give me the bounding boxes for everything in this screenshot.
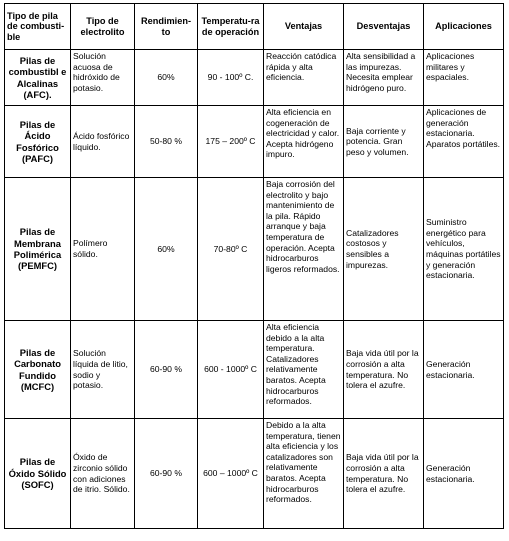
cell-efficiency: 50-80 % (135, 106, 198, 178)
cell-advantages: Debido a la alta temperatura, tienen alta eficiencia y los catalizadores son relativamente baratos. Acepta hidrocarburos reformados. (264, 419, 344, 529)
cell-applications: Generación estacionaria. (424, 419, 504, 529)
table-row-afc (5, 50, 504, 106)
cell-disadvantages: Baja vida útil por la corrosión a alta temperatura. No tolera el azufre. (344, 419, 424, 529)
cell-temperature: 600 – 1000º C (198, 419, 264, 529)
cell-temperature: 90 - 100º C. (198, 50, 264, 106)
header-temperature: Temperatu-ra de operación (198, 4, 264, 50)
table-row-mcfc (5, 321, 504, 419)
header-type: Tipo de pila de combusti-ble (5, 4, 71, 50)
cell-efficiency: 60% (135, 50, 198, 106)
header-row (5, 4, 504, 50)
cell-efficiency: 60-90 % (135, 419, 198, 529)
header-applications: Aplicaciones (424, 4, 504, 50)
fuel-cell-table-container (4, 3, 504, 529)
cell-advantages: Alta eficiencia debido a la alta temperatura. Catalizadores relativamente baratos. Acepta hidrocarburos reformados. (264, 321, 344, 419)
cell-applications: Generación estacionaria. (424, 321, 504, 419)
cell-type: Pilas de Óxido Sólido (SOFC) (5, 419, 71, 529)
cell-type: Pilas de Membrana Polimérica (PEMFC) (5, 178, 71, 321)
cell-type: Pilas de combustibl e Alcalinas (AFC). (5, 50, 71, 106)
cell-disadvantages: Catalizadores costosos y sensibles a impurezas. (344, 178, 424, 321)
header-efficiency: Rendimien-to (135, 4, 198, 50)
cell-advantages: Alta eficiencia en cogeneración de electricidad y calor. Acepta hidrógeno impuro. (264, 106, 344, 178)
header-advantages: Ventajas (264, 4, 344, 50)
cell-electrolyte: Solución líquida de litio, sodio y potasio. (71, 321, 135, 419)
cell-disadvantages: Baja corriente y potencia. Gran peso y volumen. (344, 106, 424, 178)
cell-applications: Aplicaciones militares y espaciales. (424, 50, 504, 106)
cell-applications: Suministro energético para vehículos, máquinas portátiles y generación estacionaria. (424, 178, 504, 321)
cell-disadvantages: Alta sensibilidad a las impurezas. Necesita emplear hidrógeno puro. (344, 50, 424, 106)
cell-electrolyte: Óxido de zirconio sólido con adiciones de itrio. Sólido. (71, 419, 135, 529)
cell-advantages: Baja corrosión del electrolito y bajo mantenimiento de la pila. Rápido arranque y baja temperatura de operación. Acepta hidrocarburos ligeros reformados. (264, 178, 344, 321)
cell-type: Pilas de Carbonato Fundido (MCFC) (5, 321, 71, 419)
cell-applications: Aplicaciones de generación estacionaria. Aparatos portátiles. (424, 106, 504, 178)
cell-temperature: 600 - 1000º C (198, 321, 264, 419)
header-electrolyte: Tipo de electrolito (71, 4, 135, 50)
cell-electrolyte: Solución acuosa de hidróxido de potasio. (71, 50, 135, 106)
cell-efficiency: 60% (135, 178, 198, 321)
cell-temperature: 70-80º C (198, 178, 264, 321)
cell-disadvantages: Baja vida útil por la corrosión a alta temperatura. No tolera el azufre. (344, 321, 424, 419)
header-disadvantages: Desventajas (344, 4, 424, 50)
table-row-pemfc (5, 178, 504, 321)
fuel-cell-comparison-table (4, 3, 504, 529)
cell-type: Pilas de Ácido Fosfórico (PAFC) (5, 106, 71, 178)
cell-temperature: 175 – 200º C (198, 106, 264, 178)
cell-efficiency: 60-90 % (135, 321, 198, 419)
table-row-pafc (5, 106, 504, 178)
table-row-sofc (5, 419, 504, 529)
cell-electrolyte: Polímero sólido. (71, 178, 135, 321)
cell-electrolyte: Ácido fosfórico líquido. (71, 106, 135, 178)
cell-advantages: Reacción catódica rápida y alta eficiencia. (264, 50, 344, 106)
